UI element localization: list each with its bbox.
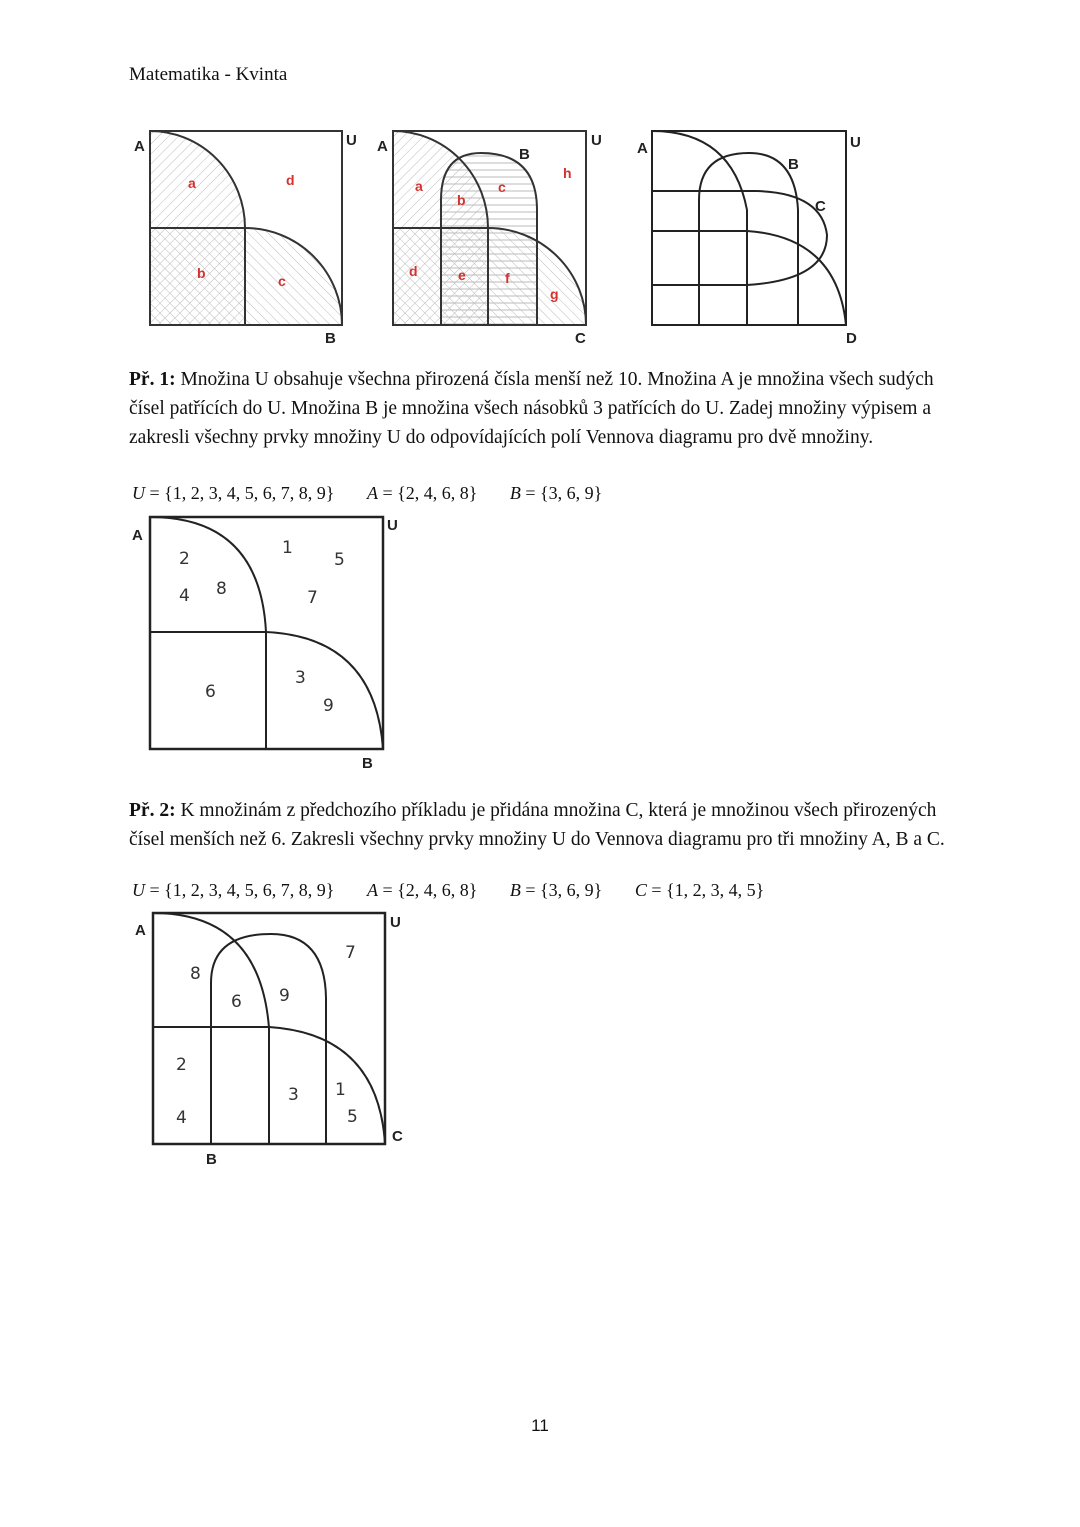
region-a: [150, 131, 245, 228]
set-label-u: U: [346, 132, 357, 149]
element: 2: [176, 1055, 187, 1075]
exercise-2-venn-diagram: [130, 908, 420, 1173]
exercise-2-text: [129, 796, 969, 854]
page-number: 11: [531, 1416, 549, 1435]
element: 3: [295, 668, 306, 688]
set-definition-a: A = {2, 4, 6, 8}: [366, 880, 478, 900]
region-label: a: [415, 178, 423, 194]
element: 6: [205, 682, 216, 702]
element: 8: [216, 579, 227, 599]
region-c: [245, 228, 342, 325]
three-set-template-diagram: [375, 125, 615, 350]
region-label: a: [188, 175, 196, 191]
region-label: b: [197, 265, 206, 281]
four-set-template-diagram: [632, 125, 872, 350]
region-label: g: [550, 286, 559, 302]
set-definition-u: U = {1, 2, 3, 4, 5, 6, 7, 8, 9}: [132, 483, 335, 503]
set-label-c: C: [392, 1128, 403, 1145]
exercise-1-sets: [132, 483, 630, 504]
element: 6: [231, 992, 242, 1012]
set-definition-b: B = {3, 6, 9}: [509, 483, 603, 503]
set-label-b: B: [362, 755, 373, 772]
element: 4: [179, 586, 190, 606]
set-definition-b: B = {3, 6, 9}: [509, 880, 603, 900]
page-header: Matematika - Kvinta: [129, 64, 288, 85]
two-set-template-diagram: [130, 125, 370, 350]
region-label: d: [409, 263, 418, 279]
set-label-u: U: [850, 134, 861, 151]
set-label-u: U: [591, 132, 602, 149]
region-label: e: [458, 267, 466, 283]
set-label-d: D: [846, 330, 857, 347]
set-label-a: A: [377, 138, 388, 155]
element: 1: [335, 1080, 346, 1100]
region-label: f: [505, 270, 510, 286]
region-label: c: [278, 273, 286, 289]
element: 3: [288, 1085, 299, 1105]
element: 2: [179, 549, 190, 569]
set-label-a: A: [134, 138, 145, 155]
set-label-c: C: [815, 198, 826, 215]
exercise-1-venn-diagram: [130, 512, 410, 777]
set-label-a: A: [132, 527, 143, 544]
set-label-b: B: [325, 330, 336, 347]
element: 8: [190, 964, 201, 984]
region-label: h: [563, 165, 572, 181]
element: 5: [334, 550, 345, 570]
element: 7: [345, 943, 356, 963]
set-label-u: U: [390, 914, 401, 931]
exercise-1-label: Př. 1:: [129, 369, 176, 390]
element: 9: [323, 696, 334, 716]
set-label-a: A: [135, 922, 146, 939]
region-label: d: [286, 172, 295, 188]
set-definition-c: C = {1, 2, 3, 4, 5}: [634, 880, 765, 900]
region-label: c: [498, 179, 506, 195]
set-label-a: A: [637, 140, 648, 157]
element: 5: [347, 1107, 358, 1127]
set-definition-a: A = {2, 4, 6, 8}: [366, 483, 478, 503]
exercise-1-text: [129, 365, 969, 452]
element: 7: [307, 588, 318, 608]
set-label-u: U: [387, 517, 398, 534]
element: 1: [282, 538, 293, 558]
set-definition-u: U = {1, 2, 3, 4, 5, 6, 7, 8, 9}: [132, 880, 335, 900]
set-label-b: B: [519, 146, 530, 163]
exercise-1-body: Množina U obsahuje všechna přirozená čísla menší než 10. Množina A je množina všech sudých čísel patřících do U. Množina B je množina všech násobků 3 patřících do U. Zadej množiny výpisem a zakresli všechny prvky množiny U do odpovídajících polí Vennova diagramu pro dvě množiny.: [129, 369, 934, 448]
exercise-2-body: K množinám z předchozího příkladu je přidána množina C, která je množinou všech přirozených čísel menších než 6. Zakresli všechny prvky množiny U do Vennova diagramu pro tři množiny A, B a C.: [129, 800, 945, 850]
element: 9: [279, 986, 290, 1006]
set-label-c: C: [575, 330, 586, 347]
exercise-2-label: Př. 2:: [129, 800, 176, 821]
set-label-b: B: [788, 156, 799, 173]
set-label-b: B: [206, 1151, 217, 1168]
region-label: b: [457, 192, 466, 208]
exercise-2-sets: [132, 880, 792, 901]
element: 4: [176, 1108, 187, 1128]
